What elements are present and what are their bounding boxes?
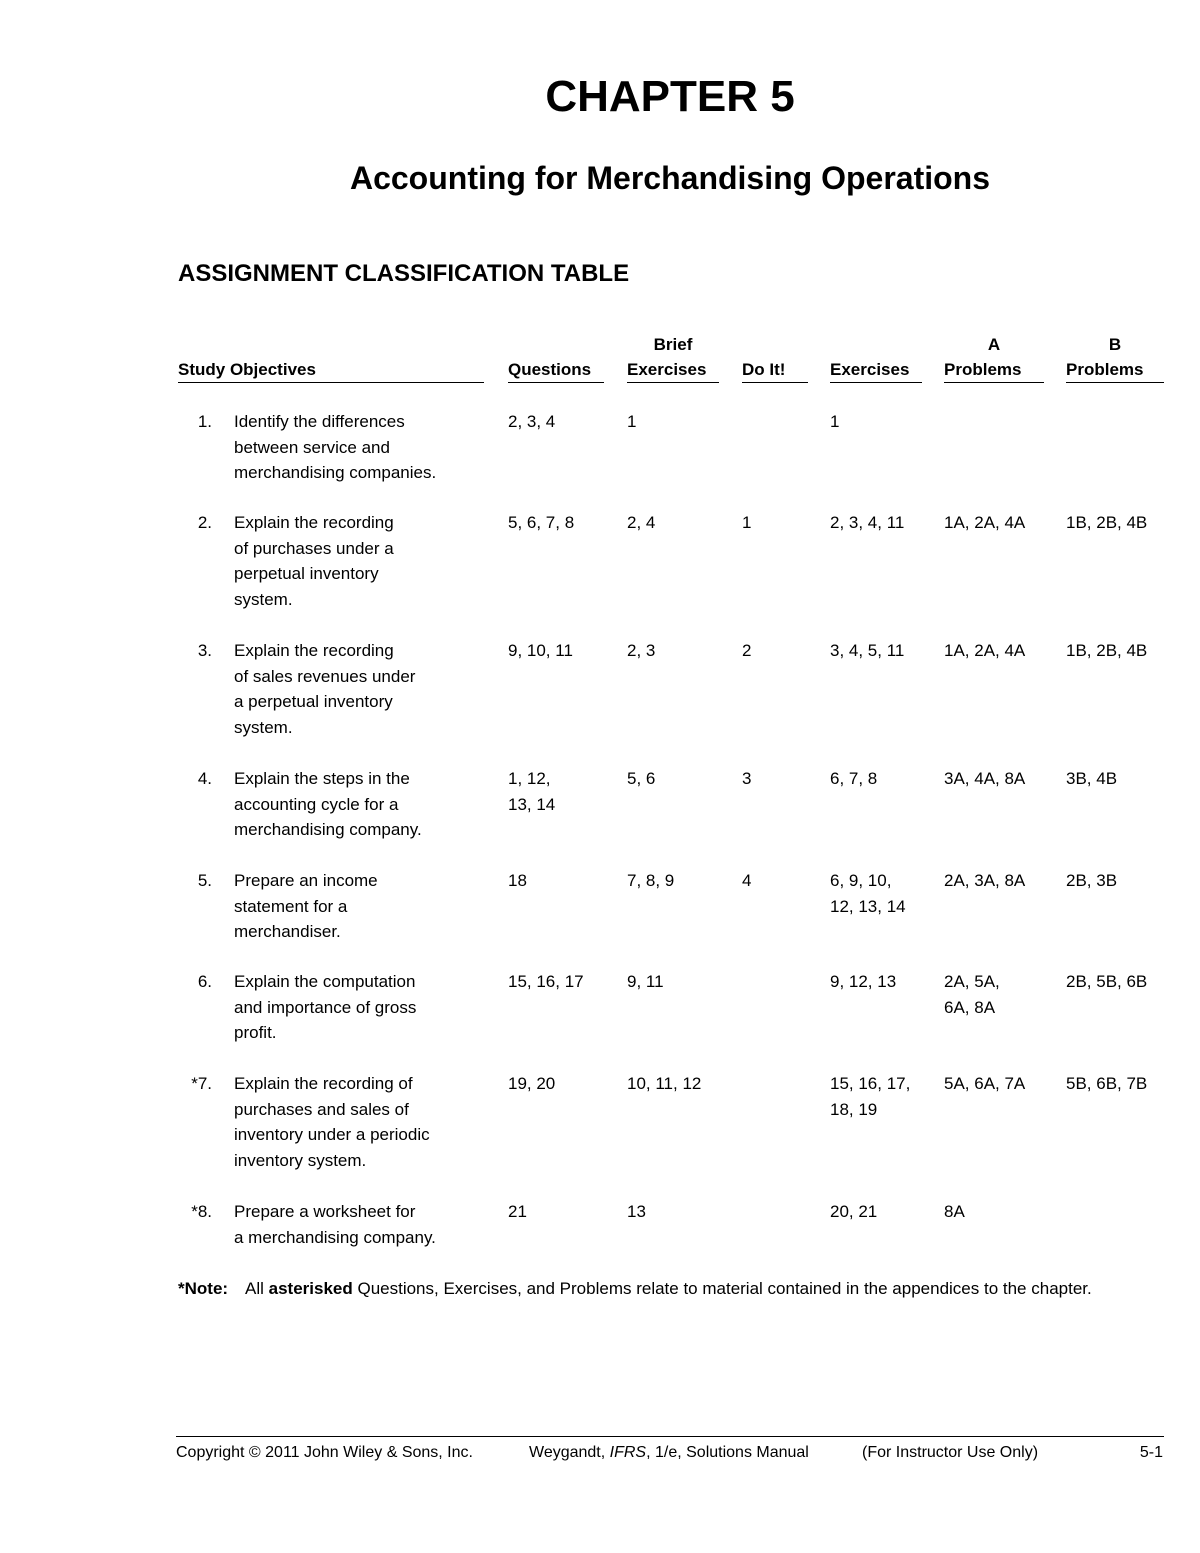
note-bold-word: asterisked bbox=[268, 1279, 353, 1298]
exercises-cell: 6, 9, 10, 12, 13, 14 bbox=[830, 871, 906, 916]
brief-exercises-cell: 10, 11, 12 bbox=[627, 1074, 702, 1093]
footer-book-rest: , 1/e, Solutions Manual bbox=[646, 1444, 809, 1461]
b-problems-cell: 3B, 4B bbox=[1066, 769, 1118, 788]
questions-cell: 2, 3, 4 bbox=[508, 412, 556, 431]
exercises-cell: 3, 4, 5, 11 bbox=[830, 641, 905, 660]
a-problems-cell: 5A, 6A, 7A bbox=[944, 1074, 1026, 1093]
objective-number: 6. bbox=[197, 972, 212, 991]
a-problems-cell: 2A, 5A, 6A, 8A bbox=[944, 972, 1000, 1017]
objective-text: Explain the computation and importance of gross profit. bbox=[234, 972, 417, 1042]
questions-cell: 15, 16, 17 bbox=[508, 972, 584, 991]
brief-exercises-cell: 7, 8, 9 bbox=[627, 871, 675, 890]
brief-exercises-cell: 1 bbox=[627, 412, 637, 431]
objective-text: Prepare an income statement for a merchandiser. bbox=[234, 871, 378, 941]
objective-number: 3. bbox=[197, 641, 212, 660]
exercises-cell: 15, 16, 17, 18, 19 bbox=[830, 1074, 911, 1119]
footer-book-title: IFRS bbox=[609, 1444, 647, 1461]
brief-exercises-cell: 9, 11 bbox=[627, 972, 664, 991]
exercises-cell: 6, 7, 8 bbox=[830, 769, 878, 788]
exercises-cell: 9, 12, 13 bbox=[830, 972, 897, 991]
page-number: 5-1 bbox=[1139, 1444, 1163, 1461]
objective-text: Identify the differences between service and merchandising companies. bbox=[234, 412, 437, 482]
brief-exercises-cell: 2, 3 bbox=[627, 641, 656, 660]
objective-text: Explain the recording of sales revenues under a perpetual inventory system. bbox=[234, 641, 416, 737]
objective-number: 2. bbox=[197, 513, 212, 532]
chapter-subtitle: Accounting for Merchandising Operations bbox=[349, 160, 991, 196]
a-problems-cell: 2A, 3A, 8A bbox=[944, 871, 1026, 890]
footer-usage: (For Instructor Use Only) bbox=[862, 1444, 1039, 1461]
do-it-cell: 3 bbox=[742, 769, 752, 788]
questions-cell: 9, 10, 11 bbox=[508, 641, 573, 660]
b-problems-cell: 2B, 5B, 6B bbox=[1066, 972, 1148, 991]
do-it-cell: 4 bbox=[742, 871, 752, 890]
footnote bbox=[178, 1276, 1164, 1302]
exercises-cell: 2, 3, 4, 11 bbox=[830, 513, 905, 532]
note-text bbox=[245, 1276, 1164, 1302]
header-exercises: Exercises bbox=[830, 332, 922, 383]
header-do-it: Do It! bbox=[742, 332, 808, 383]
footer-divider bbox=[176, 1436, 1164, 1437]
header-questions: Questions bbox=[508, 332, 604, 383]
objective-text: Explain the recording of purchases and sales of inventory under a periodic inventory system. bbox=[234, 1074, 430, 1170]
section-heading: ASSIGNMENT CLASSIFICATION TABLE bbox=[178, 260, 630, 287]
footer-copyright: Copyright © 2011 John Wiley & Sons, Inc. bbox=[176, 1444, 473, 1461]
brief-exercises-cell: 13 bbox=[627, 1202, 646, 1221]
objective-number: 4. bbox=[197, 769, 212, 788]
header-study-objectives: Study Objectives bbox=[178, 332, 484, 383]
header-brief-exercises: Brief Exercises bbox=[627, 332, 719, 383]
header-b-problems: B Problems bbox=[1066, 332, 1164, 383]
objective-text: Prepare a worksheet for a merchandising company. bbox=[234, 1202, 436, 1247]
footer-book-reference bbox=[529, 1442, 809, 1464]
a-problems-cell: 1A, 2A, 4A bbox=[944, 641, 1026, 660]
footer-book-author: Weygandt, bbox=[529, 1444, 610, 1461]
note-text-before: All bbox=[245, 1279, 269, 1298]
brief-exercises-cell: 5, 6 bbox=[627, 769, 656, 788]
exercises-cell: 20, 21 bbox=[830, 1202, 878, 1221]
b-problems-cell: 2B, 3B bbox=[1066, 871, 1118, 890]
objective-number: 1. bbox=[197, 412, 212, 431]
note-label: *Note: bbox=[178, 1279, 229, 1298]
b-problems-cell: 1B, 2B, 4B bbox=[1066, 513, 1148, 532]
b-problems-cell: 1B, 2B, 4B bbox=[1066, 641, 1148, 660]
questions-cell: 18 bbox=[508, 871, 527, 890]
brief-exercises-cell: 2, 4 bbox=[627, 513, 656, 532]
do-it-cell: 1 bbox=[742, 513, 752, 532]
objective-number: *7. bbox=[191, 1074, 212, 1093]
a-problems-cell: 3A, 4A, 8A bbox=[944, 769, 1026, 788]
questions-cell: 1, 12, 13, 14 bbox=[508, 769, 556, 814]
objective-text: Explain the recording of purchases under a perpetual inventory system. bbox=[234, 513, 394, 609]
questions-cell: 21 bbox=[508, 1202, 527, 1221]
b-problems-cell: 5B, 6B, 7B bbox=[1066, 1074, 1148, 1093]
header-a-problems: A Problems bbox=[944, 332, 1044, 383]
objective-number: 5. bbox=[197, 871, 212, 890]
objective-text: Explain the steps in the accounting cycle for a merchandising company. bbox=[234, 769, 422, 839]
questions-cell: 5, 6, 7, 8 bbox=[508, 513, 575, 532]
a-problems-cell: 8A bbox=[944, 1202, 965, 1221]
chapter-title: CHAPTER 5 bbox=[545, 72, 795, 121]
questions-cell: 19, 20 bbox=[508, 1074, 556, 1093]
objective-number: *8. bbox=[191, 1202, 212, 1221]
a-problems-cell: 1A, 2A, 4A bbox=[944, 513, 1026, 532]
exercises-cell: 1 bbox=[830, 412, 840, 431]
note-text-after: Questions, Exercises, and Problems relate to material contained in the appendices to the chapter. bbox=[352, 1279, 1092, 1298]
do-it-cell: 2 bbox=[742, 641, 752, 660]
